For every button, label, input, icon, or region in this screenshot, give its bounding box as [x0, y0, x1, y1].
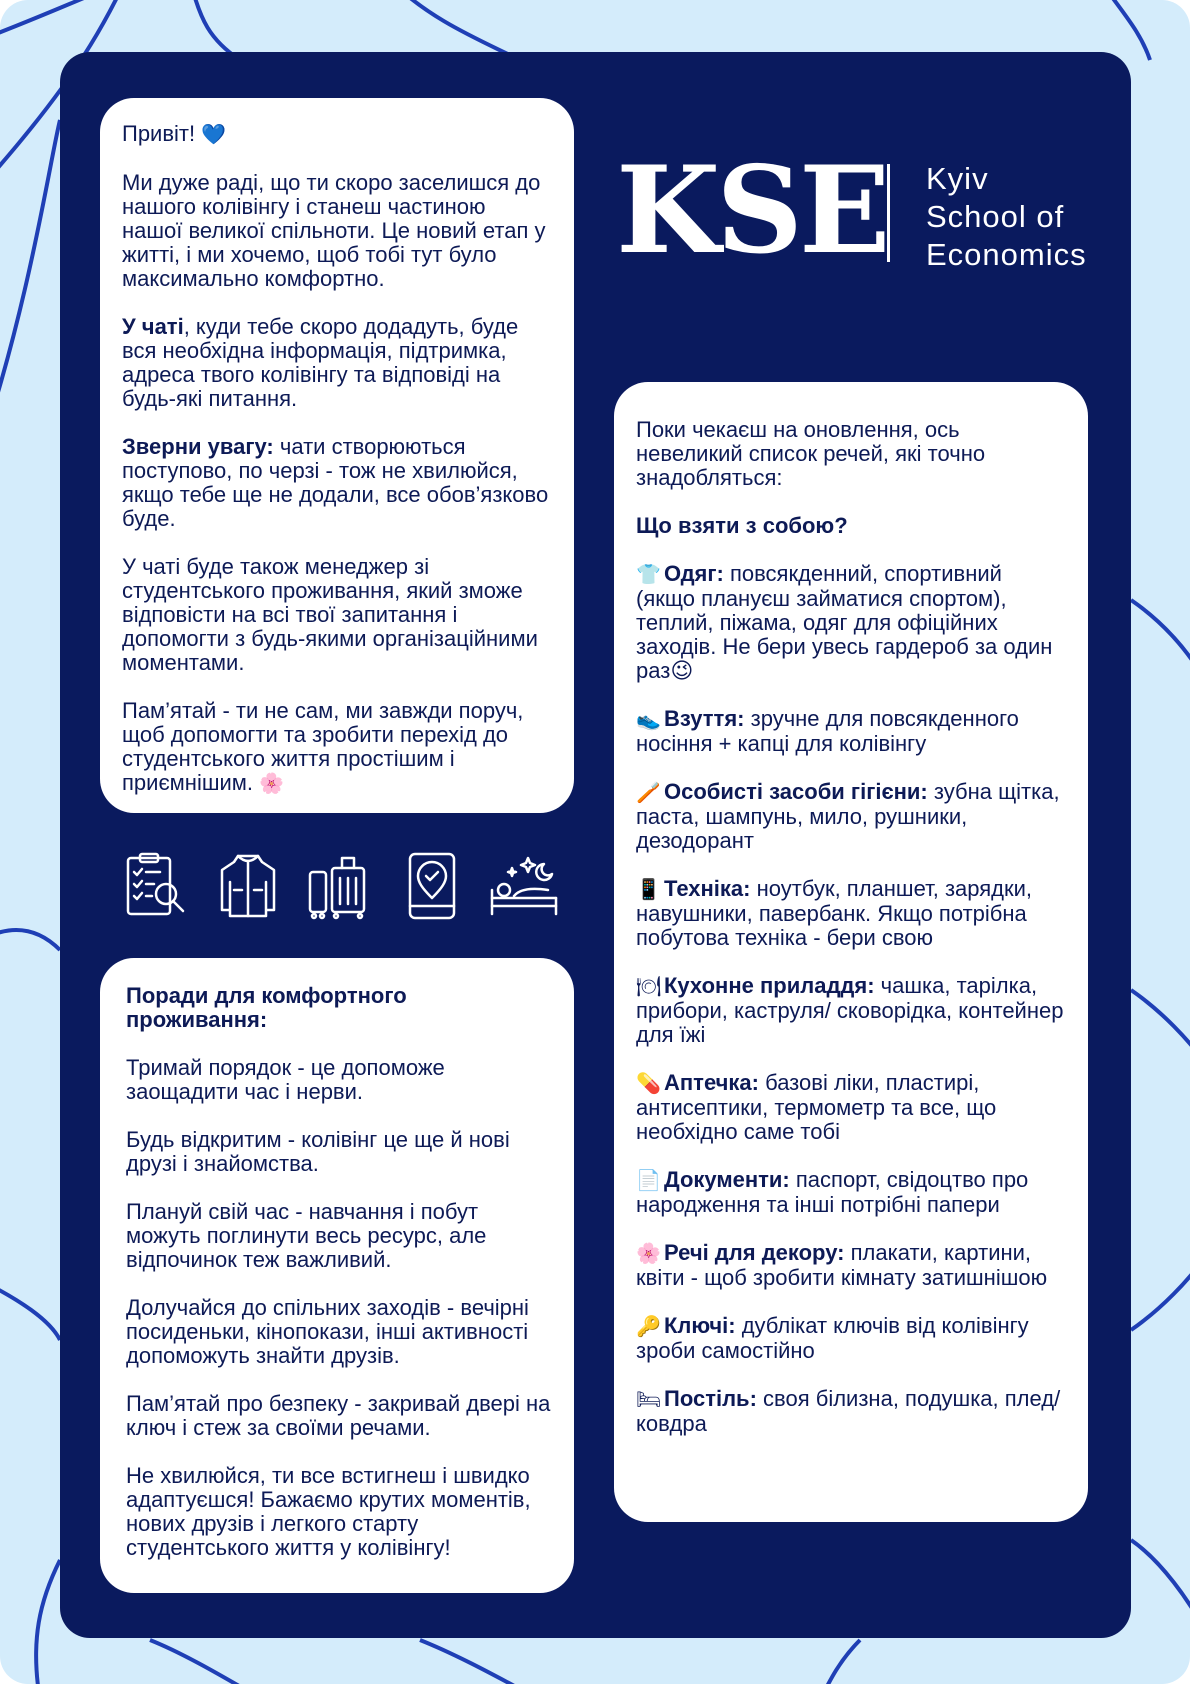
jacket-icon: [212, 850, 284, 922]
list-item: 📱 Техніка: ноутбук, планшет, зарядки, навушники, павербанк. Якщо потрібна побутова техніка - бери свою: [636, 876, 1033, 950]
tip-item: Будь відкритим - колівінг це ще й нові друзі і знайомства.: [126, 1127, 510, 1176]
tip-item: Пам’ятай про безпеку - закривай двері на ключ і стеж за своїми речами.: [126, 1391, 551, 1440]
shirt-icon: 👕: [636, 564, 661, 586]
manager-paragraph: У чаті буде також менеджер зі студентського проживання, який зможе відповісти на всі твої запитання і допомогти з будь-якими організаційними моментами.: [122, 554, 538, 675]
location-phone-icon: [396, 850, 468, 922]
list-item: 📄 Документи: паспорт, свідоцтво про народження та інші потрібні папери: [636, 1167, 1029, 1217]
logo-line-3: Economics: [926, 237, 1087, 272]
suitcase-icon: [304, 850, 376, 922]
greeting-hello: Привіт! 💙: [122, 121, 227, 146]
list-item: 👕 Одяг: повсякденний, спортивний (якщо плануєш займатися спортом), теплий, піжама, одяг для офіційних заходів. Не бери увесь гардероб за один раз😉: [636, 561, 1053, 683]
key-icon: 🔑: [636, 1316, 661, 1338]
list-item: 💊 Аптечка: базові ліки, пластирі, антисептики, термометр та все, що необхідно саме тобі: [636, 1070, 997, 1144]
icons-row: [120, 850, 560, 922]
checklist-magnifier-icon: [120, 850, 192, 922]
shoe-icon: 👟: [636, 709, 661, 731]
phone-icon: 📱: [636, 879, 661, 901]
tip-item: Тримай порядок - це допоможе заощадити час і нерви.: [126, 1055, 445, 1104]
note-paragraph: Зверни увагу: чати створюються поступово, по черзі - тож не хвилюйся, якщо тебе ще не додали, все обов’язково буде.: [122, 434, 549, 531]
greeting-paragraph: Ми дуже раді, що ти скоро заселишся до нашого колівінгу і станеш частиною нашої великої спільноти. Це новий етап у житті, і ми хочемо, щоб тобі тут було максимально комфортно.: [122, 170, 546, 291]
tips-title: Поради для комфортного проживання:: [126, 983, 407, 1032]
flower-icon: 🌸: [636, 1243, 661, 1265]
packing-question: Що взяти з собою?: [636, 513, 848, 538]
logo-divider: [887, 164, 890, 262]
tip-item: Не хвилюйся, ти все встигнеш і швидко адаптуєшся! Бажаємо крутих моментів, нових друзів і легкого старту студентського життя у колівінгу!: [126, 1463, 531, 1560]
logo-mark: KSE: [616, 140, 887, 281]
logo-line-1: Kyiv: [926, 161, 989, 196]
list-item: 🛏 Постіль: своя білизна, подушка, плед/ковдра: [636, 1386, 1061, 1436]
list-item: 🔑 Ключі: дублікат ключів від колівінгу зроби самостійно: [636, 1313, 1029, 1363]
logo-text: [926, 160, 1087, 274]
wink-icon: 😉: [670, 658, 694, 683]
packing-list-card: [614, 382, 1088, 1522]
logo-line-2: School of: [926, 199, 1065, 234]
list-item: 🍽 Кухонне приладдя: чашка, тарілка, прибори, каструля/ сковорідка, контейнер для їжі: [636, 973, 1064, 1047]
chat-paragraph: У чаті, куди тебе скоро додадуть, буде вся необхідна інформація, підтримка, адреса твого колівінгу та відповіді на будь-які питання.: [122, 314, 519, 411]
toothbrush-icon: 🪥: [636, 782, 661, 804]
tip-item: Плануй свій час - навчання і побут можуть поглинути весь ресурс, але відпочинок теж важливий.: [126, 1199, 487, 1272]
list-item: 🌸 Речі для декору: плакати, картини, квіти - щоб зробити кімнату затишнішою: [636, 1240, 1048, 1290]
list-item: 👟 Взуття: зручне для повсякденного носіння + капці для колівінгу: [636, 706, 1019, 756]
packing-intro: Поки чекаєш на оновлення, ось невеликий список речей, які точно знадобляться:: [636, 417, 986, 490]
bed-icon: 🛏: [636, 1389, 662, 1411]
support-paragraph: Пам’ятай - ти не сам, ми завжди поруч, щоб допомогти та зробити перехід до студентського життя простішим і приємнішим. 🌸: [122, 698, 524, 795]
bed-sleep-icon: [488, 850, 560, 922]
heart-icon: 💙: [201, 124, 227, 146]
tips-card: [100, 958, 574, 1593]
tip-item: Долучайся до спільних заходів - вечірні посиденьки, кінопокази, інші активності допоможуть знайти друзів.: [126, 1295, 529, 1368]
plate-icon: 🍽: [636, 976, 662, 998]
list-item: 🪥 Особисті засоби гігієни: зубна щітка, паста, шампунь, мило, рушники, дезодорант: [636, 779, 1060, 853]
pill-icon: 💊: [636, 1073, 661, 1095]
greeting-card: [100, 98, 574, 813]
kse-logo: [616, 140, 1087, 281]
document-icon: 📄: [636, 1170, 661, 1192]
flower-icon: 🌸: [259, 773, 285, 795]
